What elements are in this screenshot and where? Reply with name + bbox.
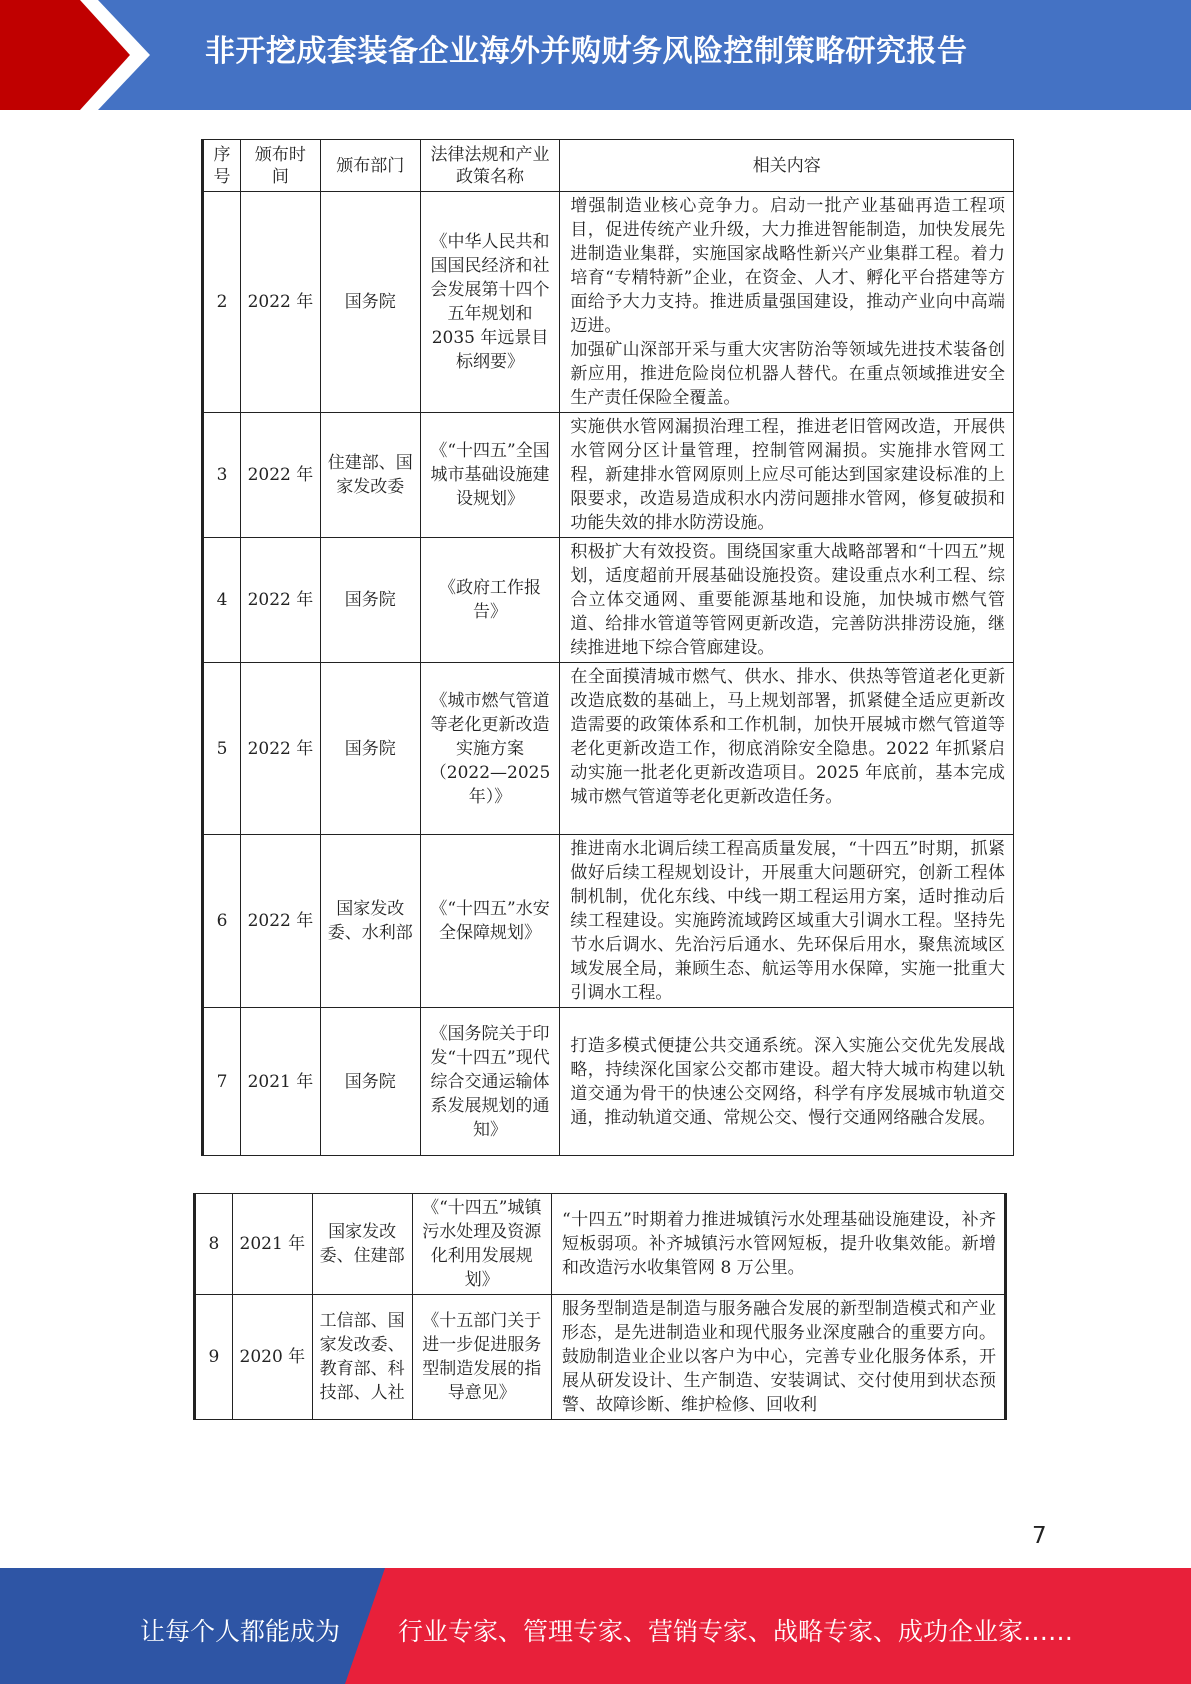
- row-content: “十四五”时期着力推进城镇污水处理基础设施建设，补齐短板弱项。补齐城镇污水管网短板，提升收集效能。新增和改造污水收集管网 8 万公里。: [552, 1194, 1006, 1295]
- row-dept: 国务院: [320, 192, 420, 413]
- row-year: 2022 年: [240, 413, 320, 538]
- row-policy-name: 《政府工作报告》: [420, 538, 560, 663]
- policy-table-continued: [193, 1193, 1007, 1420]
- row-no: 6: [203, 835, 241, 1008]
- page-number: 7: [1032, 1523, 1047, 1549]
- table-row: [203, 835, 1014, 1008]
- row-dept: 国务院: [320, 538, 420, 663]
- row-no: 8: [195, 1194, 233, 1295]
- row-content: 服务型制造是制造与服务融合发展的新型制造模式和产业形态，是先进制造业和现代服务业深度融合的重要方向。鼓励制造业企业以客户为中心，完善专业化服务体系，开展从研发设计、生产制造、安装调试、交付使用到状态预警、故障诊断、维护检修、回收利: [552, 1295, 1006, 1420]
- footer-slogan-right: 行业专家、管理专家、营销专家、战略专家、成功企业家……: [398, 1617, 1074, 1646]
- row-policy-name: 《“十四五”全国城市基础设施建设规划》: [420, 413, 560, 538]
- row-no: 2: [203, 192, 241, 413]
- footer-slogan-left: 让每个人都能成为: [140, 1617, 341, 1646]
- document-title: 非开挖成套装备企业海外并购财务风险控制策略研究报告: [205, 34, 968, 69]
- row-dept: 国家发改委、水利部: [320, 835, 420, 1008]
- header-policy-name: 法律法规和产业政策名称: [420, 140, 560, 192]
- table-row: [195, 1295, 1006, 1420]
- row-no: 5: [203, 663, 241, 835]
- row-content: 打造多模式便捷公共交通系统。深入实施公交优先发展战略，持续深化国家公交都市建设。超大特大城市构建以轨道交通为骨干的快速公交网络，科学有序发展城市轨道交通，推动轨道交通、常规公交、慢行交通网络融合发展。: [560, 1008, 1014, 1156]
- row-no: 3: [203, 413, 241, 538]
- row-no: 4: [203, 538, 241, 663]
- row-year: 2022 年: [240, 663, 320, 835]
- row-content: 在全面摸清城市燃气、供水、排水、供热等管道老化更新改造底数的基础上，马上规划部署，抓紧健全适应更新改造需要的政策体系和工作机制，加快开展城市燃气管道等老化更新改造工作，彻底消除安全隐患。2022 年抓紧启动实施一批老化更新改造项目。2025 年底前，基本完成城市燃气管道等老化更新改造任务。: [560, 663, 1014, 835]
- table-row: [203, 192, 1014, 413]
- header-year: 颁布时间: [240, 140, 320, 192]
- row-content: 实施供水管网漏损治理工程，推进老旧管网改造，开展供水管网分区计量管理，控制管网漏损。实施排水管网工程，新建排水管网原则上应尽可能达到国家建设标准的上限要求，改造易造成积水内涝问题排水管网，修复破损和功能失效的排水防涝设施。: [560, 413, 1014, 538]
- row-dept: 国家发改委、住建部: [312, 1194, 412, 1295]
- header-content: 相关内容: [560, 140, 1014, 192]
- table-row: [203, 413, 1014, 538]
- row-year: 2022 年: [240, 538, 320, 663]
- row-policy-name: 《国务院关于印发“十四五”现代综合交通运输体系发展规划的通知》: [420, 1008, 560, 1156]
- row-policy-name: 《十五部门关于进一步促进服务型制造发展的指导意见》: [412, 1295, 552, 1420]
- row-dept: 住建部、国家发改委: [320, 413, 420, 538]
- row-dept: 国务院: [320, 663, 420, 835]
- header-band: [0, 0, 1191, 110]
- header-no: 序号: [203, 140, 241, 192]
- header-chevron-icon: [0, 0, 160, 110]
- header-dept: 颁布部门: [320, 140, 420, 192]
- row-year: 2021 年: [240, 1008, 320, 1156]
- row-content: 推进南水北调后续工程高质量发展，“十四五”时期，抓紧做好后续工程规划设计，开展重大问题研究，创新工程体制机制，优化东线、中线一期工程运用方案，适时推动后续工程建设。实施跨流域跨区域重大引调水工程。坚持先节水后调水、先治污后通水、先环保后用水，聚焦流域区域发展全局，兼顾生态、航运等用水保障，实施一批重大引调水工程。: [560, 835, 1014, 1008]
- table-row: [203, 1008, 1014, 1156]
- footer-band: [0, 1568, 1191, 1684]
- row-content: 增强制造业核心竞争力。启动一批产业基础再造工程项目，促进传统产业升级，大力推进智能制造，加快发展先进制造业集群，实施国家战略性新兴产业集群工程。着力培育“专精特新”企业，在资金、人才、孵化平台搭建等方面给予大力支持。推进质量强国建设，推动产业向中高端迈进。 加强矿山深部开采与重大灾害防治等领域先进技术装备创新应用，推进危险岗位机器人替代。在重点领域推进安全生产责任保险全覆盖。: [560, 192, 1014, 413]
- row-policy-name: 《城市燃气管道等老化更新改造实施方案（2022—2025 年）》: [420, 663, 560, 835]
- row-year: 2022 年: [240, 835, 320, 1008]
- row-no: 7: [203, 1008, 241, 1156]
- row-policy-name: 《中华人民共和国国民经济和社会发展第十四个五年规划和 2035 年远景目标纲要》: [420, 192, 560, 413]
- row-policy-name: 《“十四五”城镇污水处理及资源化利用发展规划》: [412, 1194, 552, 1295]
- row-policy-name: 《“十四五”水安全保障规划》: [420, 835, 560, 1008]
- table-row: [203, 663, 1014, 835]
- row-content: 积极扩大有效投资。围绕国家重大战略部署和“十四五”规划，适度超前开展基础设施投资。建设重点水利工程、综合立体交通网、重要能源基地和设施，加快城市燃气管道、给排水管道等管网更新改造，完善防洪排涝设施，继续推进地下综合管廊建设。: [560, 538, 1014, 663]
- row-dept: 国务院: [320, 1008, 420, 1156]
- row-year: 2021 年: [232, 1194, 312, 1295]
- row-no: 9: [195, 1295, 233, 1420]
- table-header-row: [203, 140, 1014, 192]
- policy-table: [201, 139, 1014, 1156]
- row-year: 2020 年: [232, 1295, 312, 1420]
- row-year: 2022 年: [240, 192, 320, 413]
- row-dept: 工信部、国家发改委、教育部、科技部、人社: [312, 1295, 412, 1420]
- table-row: [195, 1194, 1006, 1295]
- table-row: [203, 538, 1014, 663]
